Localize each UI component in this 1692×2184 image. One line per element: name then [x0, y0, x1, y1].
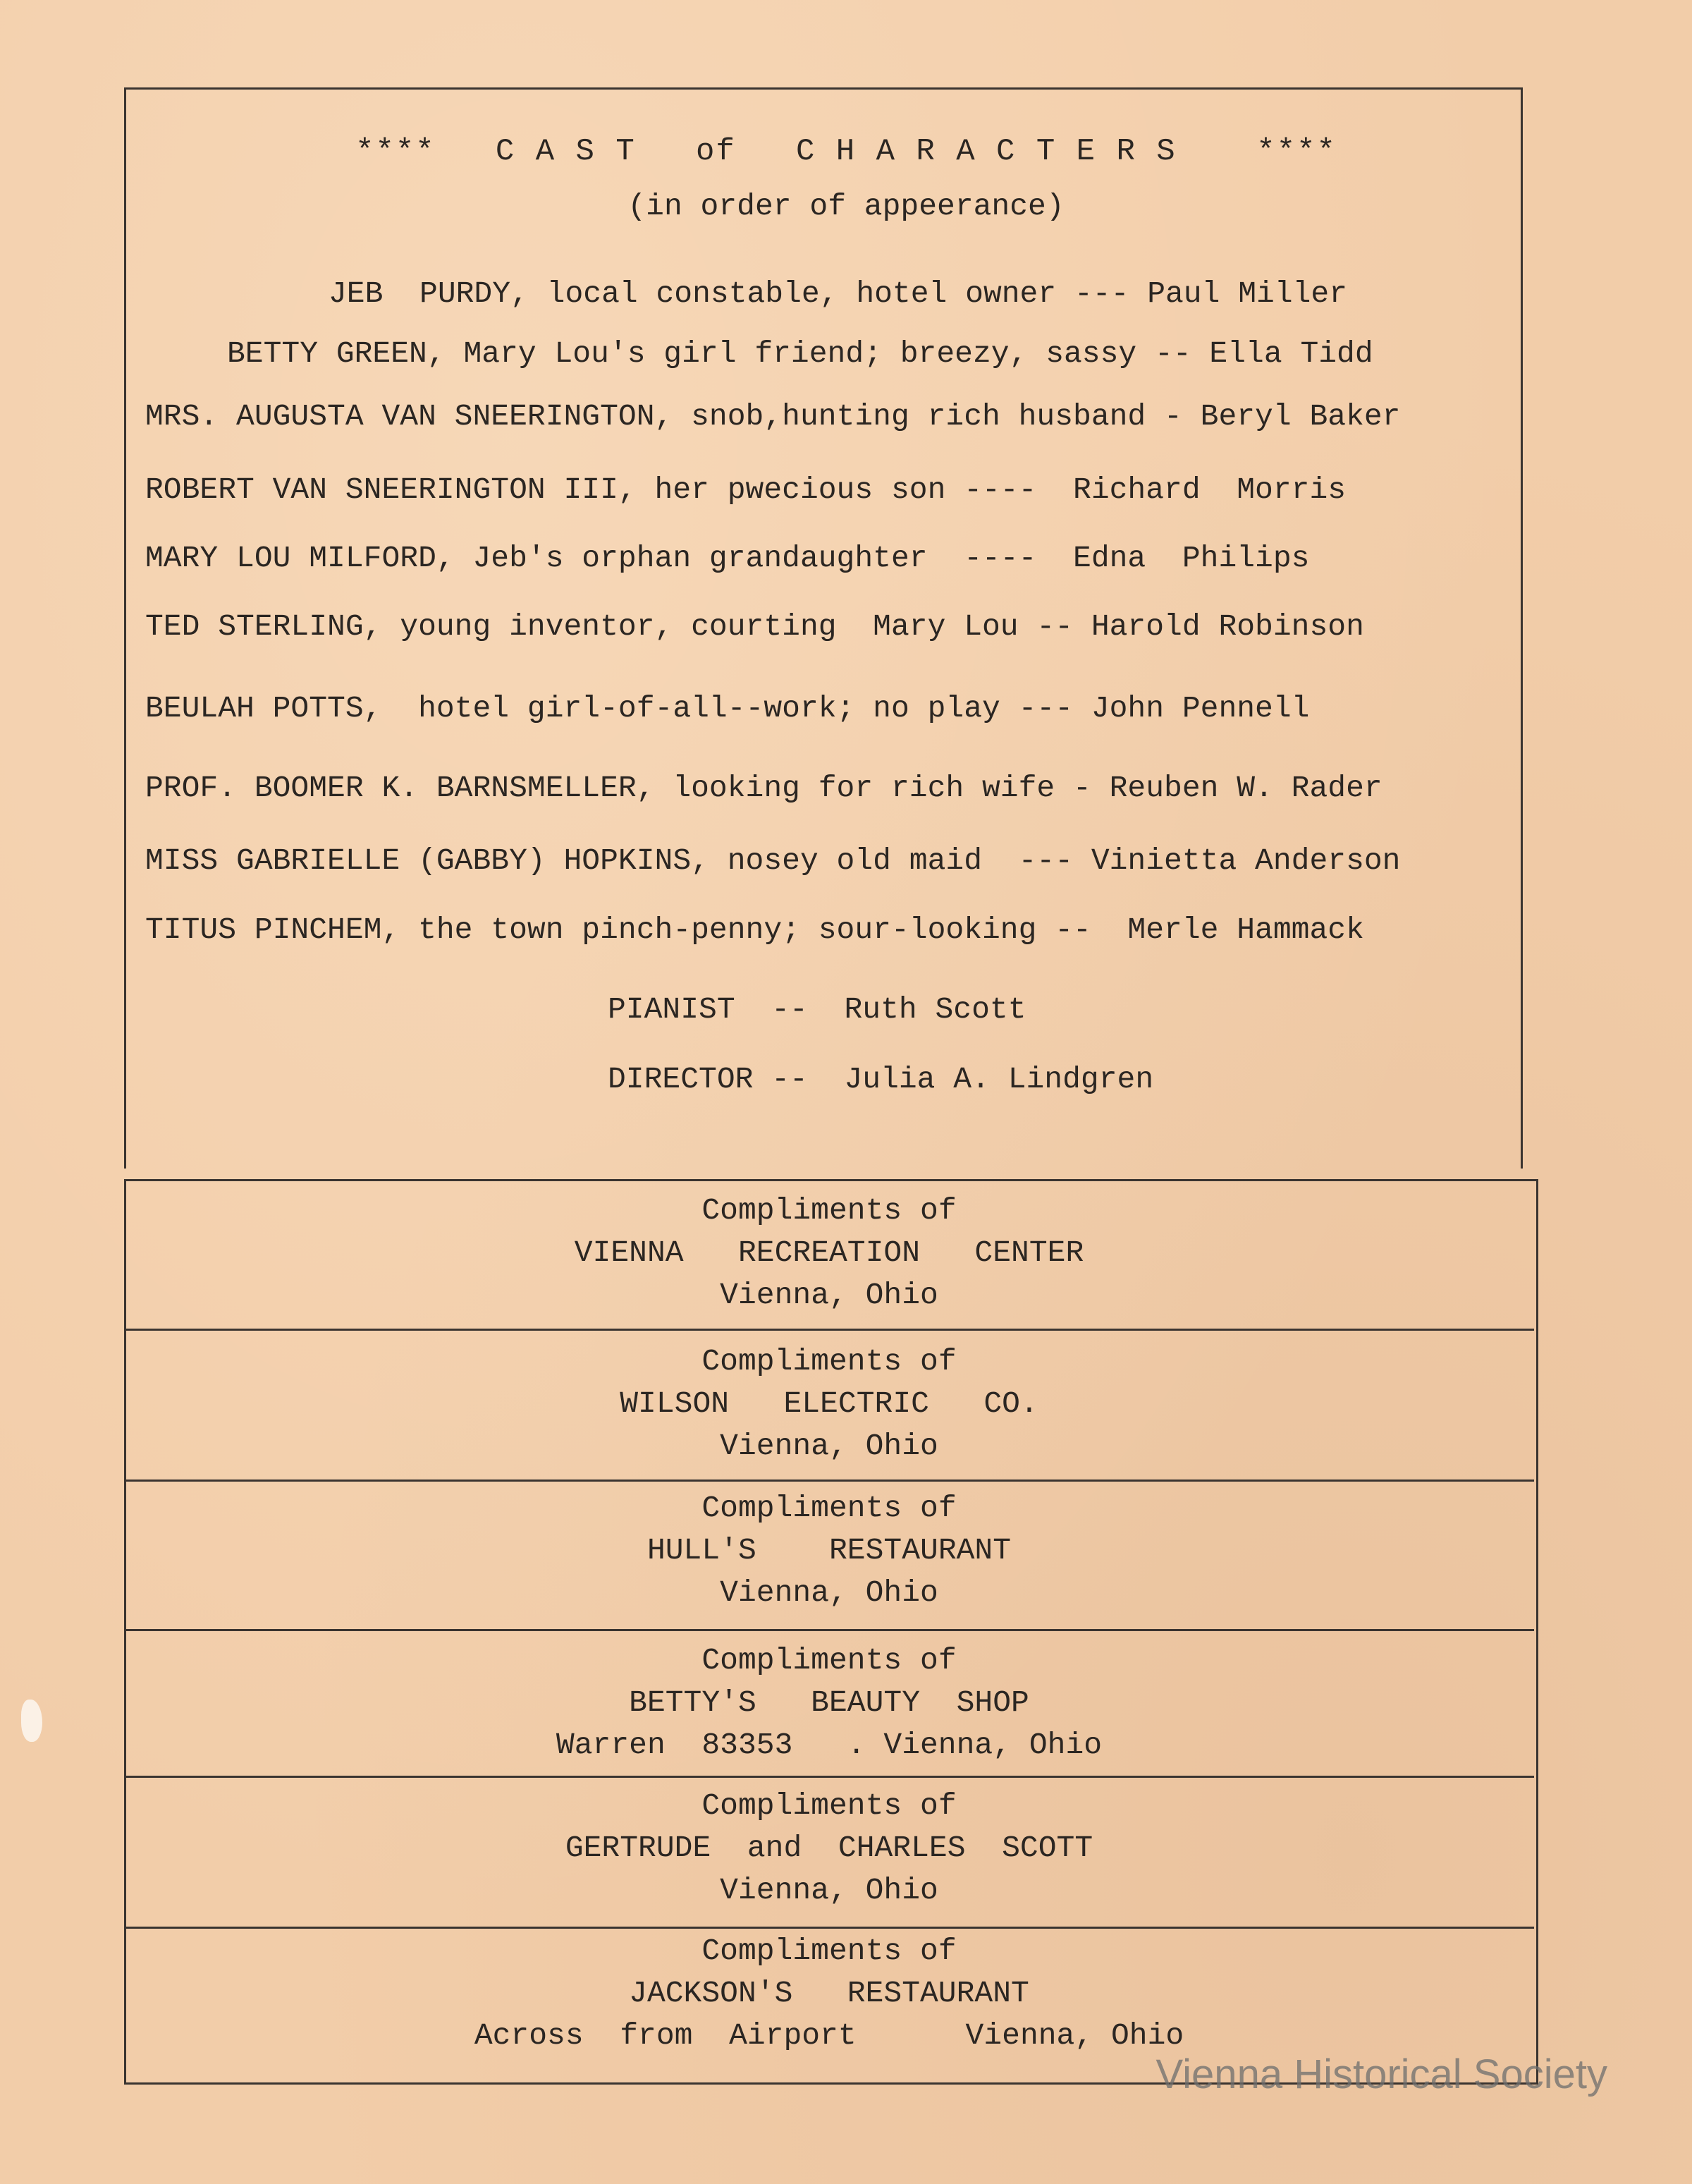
cast-line: TITUS PINCHEM, the town pinch-penny; sour-looking -- Merle Hammack [145, 913, 1364, 947]
ad-business-name: JACKSON'S RESTAURANT [629, 1976, 1029, 2011]
cast-line: MISS GABRIELLE (GABBY) HOPKINS, nosey old maid --- Vinietta Anderson [145, 843, 1401, 878]
cast-line: JEB PURDY, local constable, hotel owner --- Paul Miller [329, 276, 1348, 311]
ad-compliments: Compliments of [701, 1788, 957, 1823]
ad-hulls-restaurant [124, 1491, 1534, 1618]
ad-compliments: Compliments of [701, 1193, 957, 1228]
cast-line: BEULAH POTTS, hotel girl-of-all--work; no play --- John Pennell [145, 691, 1310, 726]
watermark: Vienna Historical Society [1155, 2051, 1607, 2097]
cast-subheading: (in order of appeerance) [627, 189, 1065, 224]
cast-line: MARY LOU MILFORD, Jeb's orphan grandaughter ---- Edna Philips [145, 541, 1310, 575]
ad-jacksons-restaurant [124, 1934, 1534, 2061]
ad-business-name: GERTRUDE and CHARLES SCOTT [565, 1831, 1093, 1865]
ad-vienna-recreation [124, 1193, 1534, 1320]
ad-compliments: Compliments of [701, 1934, 957, 1968]
ad-gertrude-charles-scott [124, 1788, 1534, 1915]
ad-compliments: Compliments of [701, 1491, 957, 1525]
cast-line: TED STERLING, young inventor, courting Mary Lou -- Harold Robinson [145, 609, 1364, 644]
ad-compliments: Compliments of [701, 1643, 957, 1678]
ad-business-name: BETTY'S BEAUTY SHOP [629, 1685, 1029, 1720]
ad-divider [124, 1480, 1534, 1482]
ad-location: Vienna, Ohio [720, 1575, 938, 1610]
ad-divider [124, 1927, 1534, 1929]
ad-location: Vienna, Ohio [720, 1278, 938, 1312]
ad-divider [124, 1776, 1534, 1778]
ad-divider [124, 1629, 1534, 1631]
ad-bettys-beauty-shop [124, 1643, 1534, 1770]
ad-location: Vienna, Ohio [720, 1873, 938, 1908]
ad-business-name: WILSON ELECTRIC CO. [620, 1386, 1038, 1421]
ad-business-name: HULL'S RESTAURANT [646, 1533, 1012, 1568]
ad-location: Vienna, Ohio [720, 1429, 938, 1463]
ad-location: Across from Airport Vienna, Ohio [474, 2018, 1184, 2053]
cast-line: ROBERT VAN SNEERINGTON III, her pwecious son ---- Richard Morris [145, 472, 1347, 507]
cast-line: PROF. BOOMER K. BARNSMELLER, looking for rich wife - Reuben W. Rader [145, 771, 1383, 805]
cast-heading: **** C A S T of C H A R A C T E R S **** [355, 134, 1337, 169]
ad-divider [124, 1329, 1534, 1331]
cast-line: BETTY GREEN, Mary Lou's girl friend; breezy, sassy -- Ella Tidd [227, 336, 1373, 371]
cast-line: MRS. AUGUSTA VAN SNEERINGTON, snob,hunting rich husband - Beryl Baker [145, 399, 1401, 434]
pianist-credit: PIANIST -- Ruth Scott [608, 992, 1026, 1027]
ad-location: Warren 83353 . Vienna, Ohio [556, 1728, 1103, 1762]
ad-business-name: VIENNA RECREATION CENTER [574, 1236, 1084, 1270]
ad-compliments: Compliments of [701, 1344, 957, 1379]
ad-wilson-electric [124, 1344, 1534, 1471]
director-credit: DIRECTOR -- Julia A. Lindgren [608, 1062, 1154, 1097]
